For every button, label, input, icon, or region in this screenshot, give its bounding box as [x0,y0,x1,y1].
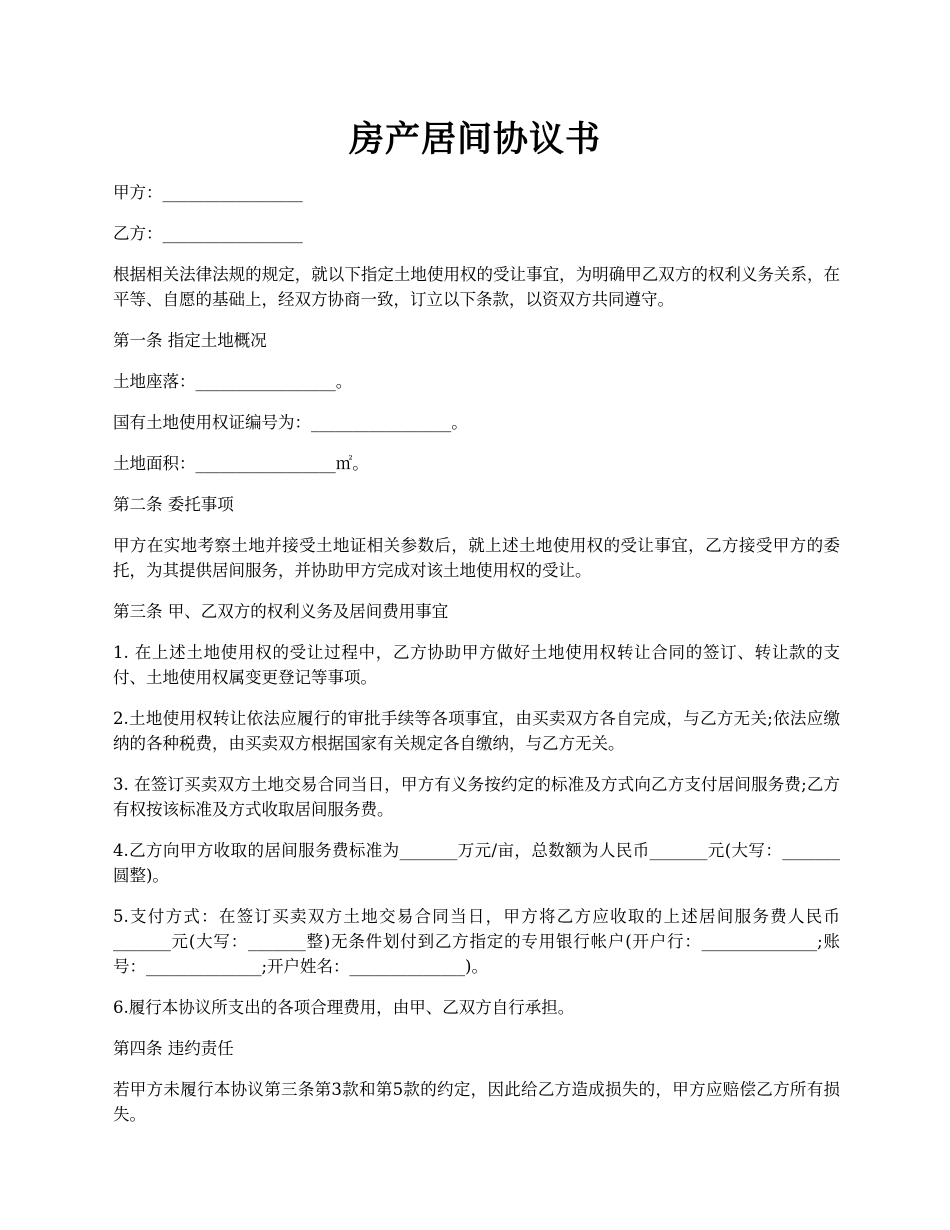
party-b-line: 乙方：_________________ [113,224,303,243]
land-location-line: 土地座落：_________________。 [113,372,353,391]
document-body [113,180,840,1143]
land-area-line: 土地面积：_________________㎡。 [113,454,369,473]
preamble-paragraph: 根据相关法律法规的规定，就以下指定土地使用权的受让事宜，为明确甲乙双方的权利义务关系，在平等、自愿的基础上，经双方协商一致，订立以下条款，以资双方共同遵守。 [113,265,840,309]
party-a-line: 甲方：_________________ [113,183,303,202]
clause-3-6: 6.履行本协议所支出的各项合理费用，由甲、乙双方自行承担。 [113,998,575,1017]
clause-3-2: 2.土地使用权转让依法应履行的审批手续等各项事宜，由买卖双方各自完成，与乙方无关;依法应缴纳的各种税费，由买卖双方根据国家有关规定各自缴纳，与乙方无关。 [113,709,840,753]
document-title: 房产居间协议书 [348,119,601,160]
clause-3-5: 5.支付方式：在签订买卖双方土地交易合同当日，甲方将乙方应收取的上述居间服务费人民币_______元(大写：_______整)无条件划付到乙方指定的专用银行帐户(开户行：______________;账号：______________;开户姓名：______________)。 [113,907,840,976]
land-certificate-line: 国有土地使用权证编号为：_________________。 [113,413,468,432]
article-2-heading: 第二条 委托事项 [113,495,234,514]
clause-3-3: 3. 在签订买卖双方土地交易合同当日，甲方有义务按约定的标准及方式向乙方支付居间服务费;乙方有权按该标准及方式收取居间服务费。 [113,775,840,819]
clause-3-4: 4.乙方向甲方收取的居间服务费标准为_______万元/亩，总数额为人民币_______元(大写：_______圆整)。 [113,841,840,885]
article-2-paragraph: 甲方在实地考察土地并接受土地证相关参数后，就上述土地使用权的受让事宜，乙方接受甲方的委托，为其提供居间服务，并协助甲方完成对该土地使用权的受让。 [113,536,840,580]
clause-3-1: 1. 在上述土地使用权的受让过程中，乙方协助甲方做好土地使用权转让合同的签订、转让款的支付、土地使用权属变更登记等事项。 [113,643,840,687]
article-3-heading: 第三条 甲、乙双方的权利义务及居间费用事宜 [113,602,449,621]
article-4-heading: 第四条 违约责任 [113,1039,234,1058]
article-4-paragraph: 若甲方未履行本协议第三条第3款和第5款的约定，因此给乙方造成损失的，甲方应赔偿乙方所有损失。 [113,1080,840,1124]
article-1-heading: 第一条 指定土地概况 [113,331,267,350]
